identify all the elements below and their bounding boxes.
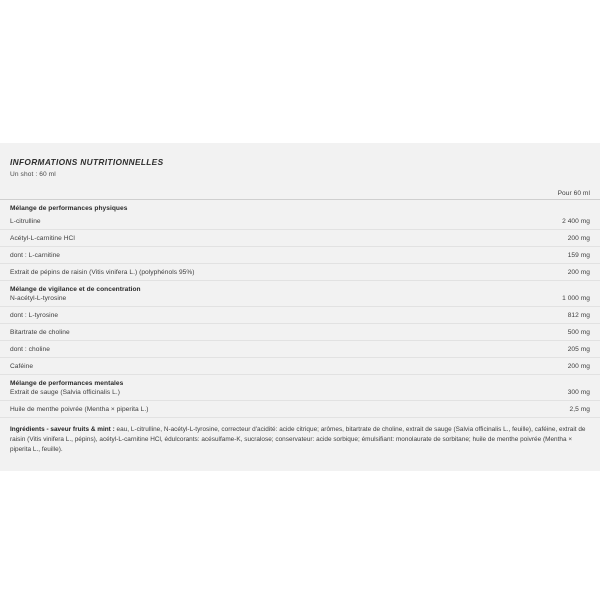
table-row xyxy=(0,307,600,324)
nutrition-panel xyxy=(0,143,600,471)
table-section-row xyxy=(0,375,600,389)
column-header-name xyxy=(0,185,432,200)
section-label: Mélange de performances mentales xyxy=(10,380,124,387)
nutrient-amount: 812 mg xyxy=(432,307,600,324)
nutrient-amount xyxy=(432,281,600,295)
table-row xyxy=(0,294,600,307)
nutrient-amount: 205 mg xyxy=(432,341,600,358)
nutrient-name: Caféine xyxy=(0,358,432,375)
nutrient-amount: 200 mg xyxy=(432,264,600,281)
nutrient-name: dont : L-carnitine xyxy=(0,247,432,264)
table-row xyxy=(0,358,600,375)
ingredients-paragraph xyxy=(0,418,600,471)
table-row xyxy=(0,213,600,230)
nutrient-name: dont : L-tyrosine xyxy=(0,307,432,324)
nutrition-table xyxy=(0,185,600,418)
nutrient-amount: 300 mg xyxy=(432,388,600,401)
nutrient-amount: 200 mg xyxy=(432,358,600,375)
nutrient-amount: 2 400 mg xyxy=(432,213,600,230)
nutrient-name: Extrait de sauge (Salvia officinalis L.) xyxy=(0,388,432,401)
nutrient-amount: 200 mg xyxy=(432,230,600,247)
nutrient-name: N-acétyl-L-tyrosine xyxy=(0,294,432,307)
table-row xyxy=(0,230,600,247)
nutrient-name: L-citrulline xyxy=(0,213,432,230)
section-label: Mélange de performances physiques xyxy=(10,205,128,212)
nutrient-amount: 500 mg xyxy=(432,324,600,341)
table-section-row xyxy=(0,200,600,214)
table-row xyxy=(0,324,600,341)
table-section-row xyxy=(0,281,600,295)
nutrient-name: Bitartrate de choline xyxy=(0,324,432,341)
table-row xyxy=(0,341,600,358)
nutrient-name: Acétyl-L-carnitine HCl xyxy=(0,230,432,247)
nutrient-name: Extrait de pépins de raisin (Vitis vinifera L.) (polyphénols 95%) xyxy=(0,264,432,281)
nutrient-amount xyxy=(432,200,600,214)
nutrient-name: dont : choline xyxy=(0,341,432,358)
panel-title: INFORMATIONS NUTRITIONNELLES xyxy=(10,157,164,167)
nutrition-table-body xyxy=(0,185,600,418)
nutrient-amount: 2,5 mg xyxy=(432,401,600,418)
table-row xyxy=(0,264,600,281)
table-row xyxy=(0,247,600,264)
ingredients-text: eau, L-citrulline, N-acétyl-L-tyrosine, correcteur d'acidité: acide citrique; arômes, bitartrate de choline, extrait de sauge (Salvia officinalis L., feuille), caféine, extrait de raisin (Vitis vinifera L., pépins), acétyl-L-carnitine HCl, édulcorants: acésulfame-K, sucralose; conservateur: acide sorbique; émulsifiant: monolaurate de sorbitane; huile de menthe poivrée (Mentha × piperita L., feuille). xyxy=(10,426,586,453)
nutrient-amount: 159 mg xyxy=(432,247,600,264)
nutrient-amount xyxy=(432,375,600,389)
section-label: Mélange de vigilance et de concentration xyxy=(10,286,141,293)
column-header-amount: Pour 60 ml xyxy=(432,185,600,200)
panel-header xyxy=(0,143,600,185)
table-header-row xyxy=(0,185,600,200)
serving-size-label: Un shot : 60 ml xyxy=(10,171,56,178)
table-row xyxy=(0,388,600,401)
ingredients-label: Ingrédients - saveur fruits & mint : xyxy=(10,426,115,433)
nutrient-amount: 1 000 mg xyxy=(432,294,600,307)
nutrient-name: Huile de menthe poivrée (Mentha × piperita L.) xyxy=(0,401,432,418)
table-row xyxy=(0,401,600,418)
